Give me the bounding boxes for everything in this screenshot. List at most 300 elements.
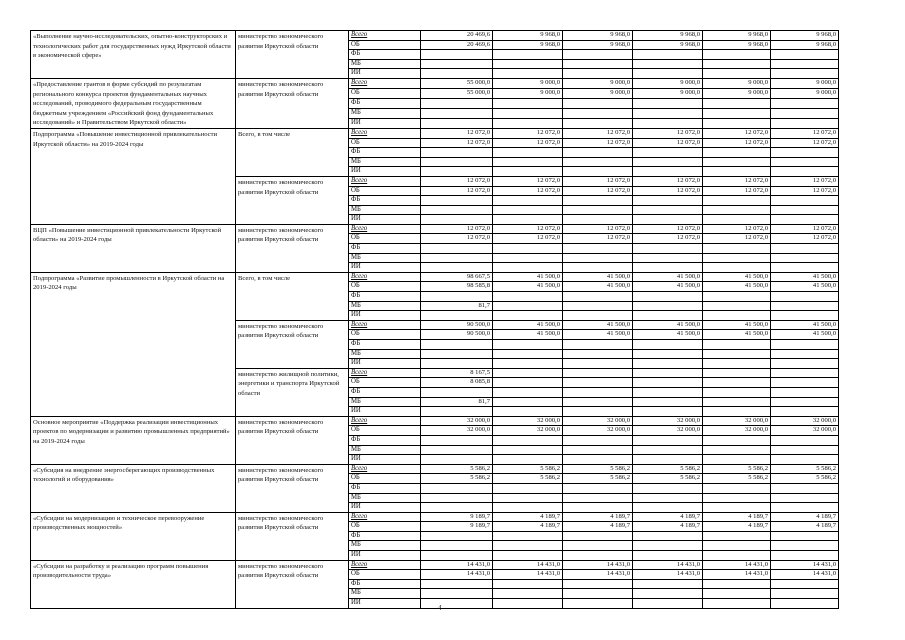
amount-cell: 90 500,0 <box>421 320 493 330</box>
amount-cell <box>633 493 703 503</box>
table-row <box>31 464 839 474</box>
amount-cell <box>771 483 839 493</box>
funding-source-cell: МБ <box>349 445 421 455</box>
responsible-executor-cell: Всего, в том числе <box>236 272 349 320</box>
amount-cell <box>493 292 563 302</box>
amount-cell <box>771 50 839 60</box>
amount-cell <box>563 368 633 378</box>
amount-cell <box>563 205 633 215</box>
amount-cell <box>633 359 703 369</box>
amount-cell: 41 500,0 <box>563 282 633 292</box>
amount-cell: 4 189,7 <box>703 512 771 522</box>
amount-cell: 9 000,0 <box>493 78 563 88</box>
amount-cell <box>421 493 493 503</box>
funding-source-cell: ФБ <box>349 340 421 350</box>
amount-cell <box>421 589 493 599</box>
amount-cell: 81,7 <box>421 397 493 407</box>
amount-cell: 12 072,0 <box>771 138 839 148</box>
amount-cell <box>633 483 703 493</box>
amount-cell: 32 000,0 <box>563 426 633 436</box>
amount-cell <box>703 589 771 599</box>
amount-cell: 4 189,7 <box>493 522 563 532</box>
funding-source-cell: Всего <box>349 512 421 522</box>
amount-cell <box>633 167 703 177</box>
amount-cell <box>771 435 839 445</box>
amount-cell <box>421 157 493 167</box>
amount-cell: 32 000,0 <box>633 426 703 436</box>
amount-cell <box>493 599 563 609</box>
amount-cell: 12 072,0 <box>493 176 563 186</box>
amount-cell <box>771 157 839 167</box>
amount-cell <box>563 148 633 158</box>
funding-source-cell: ФБ <box>349 387 421 397</box>
amount-cell: 9 000,0 <box>563 78 633 88</box>
amount-cell: 41 500,0 <box>633 330 703 340</box>
amount-cell <box>703 108 771 118</box>
amount-cell: 9 968,0 <box>633 40 703 50</box>
amount-cell <box>633 157 703 167</box>
amount-cell: 41 500,0 <box>563 272 633 282</box>
amount-cell <box>493 311 563 321</box>
amount-cell <box>493 589 563 599</box>
amount-cell <box>493 503 563 513</box>
amount-cell <box>493 196 563 206</box>
amount-cell <box>633 579 703 589</box>
amount-cell: 12 072,0 <box>633 186 703 196</box>
amount-cell <box>703 205 771 215</box>
amount-cell: 14 431,0 <box>633 570 703 580</box>
amount-cell <box>771 445 839 455</box>
amount-cell: 14 431,0 <box>421 570 493 580</box>
amount-cell <box>771 148 839 158</box>
amount-cell <box>703 215 771 225</box>
amount-cell <box>493 493 563 503</box>
amount-cell <box>703 118 771 128</box>
amount-cell <box>703 503 771 513</box>
amount-cell <box>633 205 703 215</box>
amount-cell <box>493 349 563 359</box>
amount-cell <box>493 368 563 378</box>
funding-source-cell: ИИ <box>349 359 421 369</box>
amount-cell <box>633 407 703 417</box>
amount-cell <box>771 205 839 215</box>
amount-cell <box>563 387 633 397</box>
funding-source-cell: МБ <box>349 205 421 215</box>
amount-cell: 32 000,0 <box>771 426 839 436</box>
amount-cell: 5 586,2 <box>421 464 493 474</box>
amount-cell <box>563 98 633 108</box>
amount-cell <box>421 196 493 206</box>
funding-source-cell: МБ <box>349 253 421 263</box>
amount-cell <box>771 292 839 302</box>
amount-cell: 32 000,0 <box>493 416 563 426</box>
amount-cell: 4 189,7 <box>563 512 633 522</box>
amount-cell: 41 500,0 <box>493 330 563 340</box>
amount-cell <box>493 59 563 69</box>
amount-cell <box>493 108 563 118</box>
amount-cell <box>563 397 633 407</box>
amount-cell <box>633 435 703 445</box>
amount-cell <box>771 551 839 561</box>
funding-source-cell: ОБ <box>349 40 421 50</box>
amount-cell: 55 000,0 <box>421 88 493 98</box>
amount-cell <box>563 445 633 455</box>
amount-cell: 12 072,0 <box>771 128 839 138</box>
amount-cell: 12 072,0 <box>493 224 563 234</box>
amount-cell <box>421 167 493 177</box>
amount-cell <box>771 378 839 388</box>
program-name-cell: Основное мероприятие «Поддержка реализации инвестиционных проектов по модернизации и развитию промышленных предприятий» на 2019-2024 годы <box>31 416 236 464</box>
amount-cell <box>703 253 771 263</box>
amount-cell: 4 189,7 <box>633 522 703 532</box>
amount-cell: 12 072,0 <box>493 128 563 138</box>
amount-cell: 41 500,0 <box>703 272 771 282</box>
amount-cell: 12 072,0 <box>703 128 771 138</box>
amount-cell: 98 585,8 <box>421 282 493 292</box>
amount-cell: 9 968,0 <box>563 31 633 41</box>
amount-cell: 9 000,0 <box>493 88 563 98</box>
amount-cell <box>703 445 771 455</box>
amount-cell: 41 500,0 <box>493 272 563 282</box>
amount-cell <box>421 108 493 118</box>
amount-cell: 5 586,2 <box>771 464 839 474</box>
funding-source-cell: ИИ <box>349 551 421 561</box>
amount-cell: 12 072,0 <box>771 224 839 234</box>
table-row <box>31 78 839 88</box>
amount-cell <box>493 253 563 263</box>
amount-cell: 41 500,0 <box>633 320 703 330</box>
table-row <box>31 512 839 522</box>
responsible-executor-cell: министерство экономического развития Иркутской области <box>236 512 349 560</box>
amount-cell <box>563 244 633 254</box>
amount-cell: 32 000,0 <box>703 426 771 436</box>
amount-cell: 32 000,0 <box>633 416 703 426</box>
amount-cell <box>421 551 493 561</box>
amount-cell <box>493 167 563 177</box>
amount-cell: 9 968,0 <box>771 31 839 41</box>
amount-cell <box>703 244 771 254</box>
amount-cell: 8 085,8 <box>421 378 493 388</box>
amount-cell: 14 431,0 <box>563 570 633 580</box>
amount-cell <box>771 599 839 609</box>
amount-cell: 41 500,0 <box>771 272 839 282</box>
responsible-executor-cell: министерство экономического развития Иркутской области <box>236 224 349 272</box>
amount-cell: 12 072,0 <box>563 234 633 244</box>
amount-cell <box>421 244 493 254</box>
funding-source-cell: ОБ <box>349 474 421 484</box>
amount-cell <box>421 599 493 609</box>
amount-cell <box>771 244 839 254</box>
amount-cell <box>493 455 563 465</box>
funding-source-cell: МБ <box>349 301 421 311</box>
amount-cell <box>421 407 493 417</box>
funding-source-cell: ИИ <box>349 455 421 465</box>
amount-cell <box>703 493 771 503</box>
amount-cell <box>633 387 703 397</box>
amount-cell: 41 500,0 <box>771 282 839 292</box>
amount-cell <box>563 167 633 177</box>
amount-cell: 9 000,0 <box>563 88 633 98</box>
amount-cell <box>421 205 493 215</box>
amount-cell: 4 189,7 <box>493 512 563 522</box>
amount-cell: 14 431,0 <box>703 560 771 570</box>
amount-cell <box>563 292 633 302</box>
amount-cell: 12 072,0 <box>563 176 633 186</box>
amount-cell <box>771 503 839 513</box>
funding-source-cell: Всего <box>349 128 421 138</box>
amount-cell <box>633 292 703 302</box>
amount-cell <box>563 589 633 599</box>
amount-cell <box>703 340 771 350</box>
amount-cell: 5 586,2 <box>563 474 633 484</box>
amount-cell <box>493 118 563 128</box>
amount-cell <box>493 244 563 254</box>
funding-source-cell: ОБ <box>349 378 421 388</box>
amount-cell: 41 500,0 <box>563 330 633 340</box>
amount-cell <box>771 253 839 263</box>
amount-cell <box>563 378 633 388</box>
amount-cell: 9 968,0 <box>633 31 703 41</box>
funding-source-cell: МБ <box>349 59 421 69</box>
amount-cell <box>421 340 493 350</box>
amount-cell <box>703 50 771 60</box>
amount-cell: 4 189,7 <box>633 512 703 522</box>
budget-table <box>30 30 839 609</box>
amount-cell: 12 072,0 <box>633 138 703 148</box>
funding-source-cell: Всего <box>349 464 421 474</box>
funding-source-cell: МБ <box>349 157 421 167</box>
funding-source-cell: ОБ <box>349 138 421 148</box>
amount-cell <box>633 148 703 158</box>
table-row <box>31 416 839 426</box>
amount-cell <box>771 98 839 108</box>
amount-cell: 9 968,0 <box>703 40 771 50</box>
funding-source-cell: ОБ <box>349 234 421 244</box>
amount-cell <box>493 483 563 493</box>
amount-cell: 32 000,0 <box>493 426 563 436</box>
amount-cell: 12 072,0 <box>633 128 703 138</box>
amount-cell <box>563 301 633 311</box>
funding-source-cell: ОБ <box>349 330 421 340</box>
amount-cell <box>633 541 703 551</box>
amount-cell: 12 072,0 <box>493 138 563 148</box>
amount-cell <box>493 157 563 167</box>
amount-cell: 14 431,0 <box>771 560 839 570</box>
amount-cell: 5 586,2 <box>633 464 703 474</box>
funding-source-cell: ОБ <box>349 426 421 436</box>
amount-cell <box>703 397 771 407</box>
amount-cell <box>633 215 703 225</box>
amount-cell: 12 072,0 <box>703 224 771 234</box>
funding-source-cell: Всего <box>349 224 421 234</box>
amount-cell <box>563 59 633 69</box>
amount-cell <box>493 435 563 445</box>
amount-cell: 9 968,0 <box>703 31 771 41</box>
amount-cell <box>421 579 493 589</box>
amount-cell <box>703 69 771 79</box>
amount-cell <box>493 148 563 158</box>
amount-cell: 14 431,0 <box>563 560 633 570</box>
responsible-executor-cell: министерство экономического развития Иркутской области <box>236 176 349 224</box>
amount-cell <box>493 579 563 589</box>
amount-cell <box>771 340 839 350</box>
funding-source-cell: ФБ <box>349 50 421 60</box>
amount-cell: 55 000,0 <box>421 78 493 88</box>
amount-cell <box>563 599 633 609</box>
amount-cell: 9 968,0 <box>493 40 563 50</box>
amount-cell <box>633 340 703 350</box>
program-name-cell: «Предоставление грантов в форме субсидий по результатам регионального конкурса проектов фундаментальных научных исследований, проводимого федеральным государственным бюджетным учреждением «Российский фонд фундаментальных исследований» и Правительством Иркутской области» <box>31 78 236 128</box>
responsible-executor-cell: министерство экономического развития Иркутской области <box>236 78 349 128</box>
amount-cell <box>421 541 493 551</box>
amount-cell: 20 469,6 <box>421 31 493 41</box>
amount-cell: 12 072,0 <box>771 234 839 244</box>
amount-cell: 5 586,2 <box>633 474 703 484</box>
amount-cell: 9 000,0 <box>633 78 703 88</box>
amount-cell <box>703 311 771 321</box>
amount-cell <box>633 349 703 359</box>
amount-cell <box>563 407 633 417</box>
amount-cell <box>771 108 839 118</box>
amount-cell <box>633 196 703 206</box>
amount-cell <box>421 445 493 455</box>
amount-cell <box>421 359 493 369</box>
amount-cell <box>771 541 839 551</box>
funding-source-cell: ИИ <box>349 69 421 79</box>
funding-source-cell: ФБ <box>349 244 421 254</box>
funding-source-cell: ФБ <box>349 98 421 108</box>
amount-cell <box>771 263 839 273</box>
funding-source-cell: МБ <box>349 589 421 599</box>
amount-cell <box>563 311 633 321</box>
amount-cell <box>563 435 633 445</box>
amount-cell <box>633 301 703 311</box>
amount-cell: 5 586,2 <box>771 474 839 484</box>
amount-cell <box>633 59 703 69</box>
amount-cell <box>771 167 839 177</box>
funding-source-cell: ИИ <box>349 407 421 417</box>
amount-cell: 14 431,0 <box>703 570 771 580</box>
amount-cell <box>563 455 633 465</box>
amount-cell: 5 586,2 <box>703 474 771 484</box>
amount-cell <box>421 215 493 225</box>
amount-cell: 12 072,0 <box>633 234 703 244</box>
amount-cell: 12 072,0 <box>563 138 633 148</box>
amount-cell <box>703 349 771 359</box>
amount-cell <box>493 263 563 273</box>
funding-source-cell: Всего <box>349 368 421 378</box>
funding-source-cell: ОБ <box>349 186 421 196</box>
amount-cell <box>633 503 703 513</box>
amount-cell <box>493 407 563 417</box>
amount-cell <box>563 483 633 493</box>
amount-cell: 41 500,0 <box>633 282 703 292</box>
amount-cell <box>493 541 563 551</box>
amount-cell <box>493 397 563 407</box>
amount-cell <box>633 98 703 108</box>
funding-source-cell: ИИ <box>349 599 421 609</box>
funding-source-cell: ИИ <box>349 263 421 273</box>
amount-cell <box>421 483 493 493</box>
responsible-executor-cell: Всего, в том числе <box>236 128 349 176</box>
amount-cell: 9 000,0 <box>771 88 839 98</box>
table-row <box>31 128 839 138</box>
amount-cell <box>563 50 633 60</box>
amount-cell <box>493 69 563 79</box>
amount-cell: 41 500,0 <box>563 320 633 330</box>
amount-cell <box>563 108 633 118</box>
amount-cell <box>703 455 771 465</box>
funding-source-cell: ИИ <box>349 118 421 128</box>
amount-cell <box>771 196 839 206</box>
funding-source-cell: ФБ <box>349 435 421 445</box>
amount-cell: 41 500,0 <box>771 330 839 340</box>
funding-source-cell: Всего <box>349 176 421 186</box>
amount-cell: 12 072,0 <box>703 186 771 196</box>
amount-cell: 32 000,0 <box>421 426 493 436</box>
amount-cell <box>493 378 563 388</box>
program-name-cell: ВЦП «Повышение инвестиционной привлекательности Иркутской области» на 2019-2024 годы <box>31 224 236 272</box>
funding-source-cell: ФБ <box>349 292 421 302</box>
amount-cell <box>633 311 703 321</box>
amount-cell <box>771 349 839 359</box>
amount-cell <box>421 253 493 263</box>
funding-source-cell: ИИ <box>349 311 421 321</box>
amount-cell: 41 500,0 <box>493 320 563 330</box>
amount-cell: 12 072,0 <box>563 224 633 234</box>
amount-cell <box>703 531 771 541</box>
amount-cell: 9 189,7 <box>421 512 493 522</box>
amount-cell <box>493 215 563 225</box>
funding-source-cell: ФБ <box>349 148 421 158</box>
amount-cell <box>421 387 493 397</box>
amount-cell <box>771 407 839 417</box>
amount-cell: 12 072,0 <box>493 186 563 196</box>
amount-cell <box>633 50 703 60</box>
amount-cell <box>493 359 563 369</box>
amount-cell <box>633 589 703 599</box>
amount-cell <box>421 311 493 321</box>
amount-cell <box>771 455 839 465</box>
amount-cell: 12 072,0 <box>421 186 493 196</box>
amount-cell <box>771 589 839 599</box>
funding-source-cell: Всего <box>349 78 421 88</box>
amount-cell <box>703 59 771 69</box>
amount-cell <box>633 531 703 541</box>
amount-cell: 32 000,0 <box>421 416 493 426</box>
amount-cell <box>633 244 703 254</box>
amount-cell: 14 431,0 <box>493 560 563 570</box>
funding-source-cell: Всего <box>349 31 421 41</box>
amount-cell <box>493 301 563 311</box>
funding-source-cell: ОБ <box>349 88 421 98</box>
amount-cell <box>493 531 563 541</box>
amount-cell <box>563 118 633 128</box>
amount-cell: 12 072,0 <box>563 186 633 196</box>
amount-cell: 9 000,0 <box>633 88 703 98</box>
amount-cell: 41 500,0 <box>703 282 771 292</box>
funding-source-cell: ОБ <box>349 282 421 292</box>
program-name-cell: «Субсидии на разработку и реализацию программ повышения производительности труда» <box>31 560 236 608</box>
amount-cell <box>633 455 703 465</box>
amount-cell <box>421 263 493 273</box>
amount-cell <box>493 98 563 108</box>
amount-cell: 9 189,7 <box>421 522 493 532</box>
amount-cell <box>703 148 771 158</box>
amount-cell: 12 072,0 <box>633 224 703 234</box>
amount-cell: 5 586,2 <box>421 474 493 484</box>
amount-cell <box>771 311 839 321</box>
